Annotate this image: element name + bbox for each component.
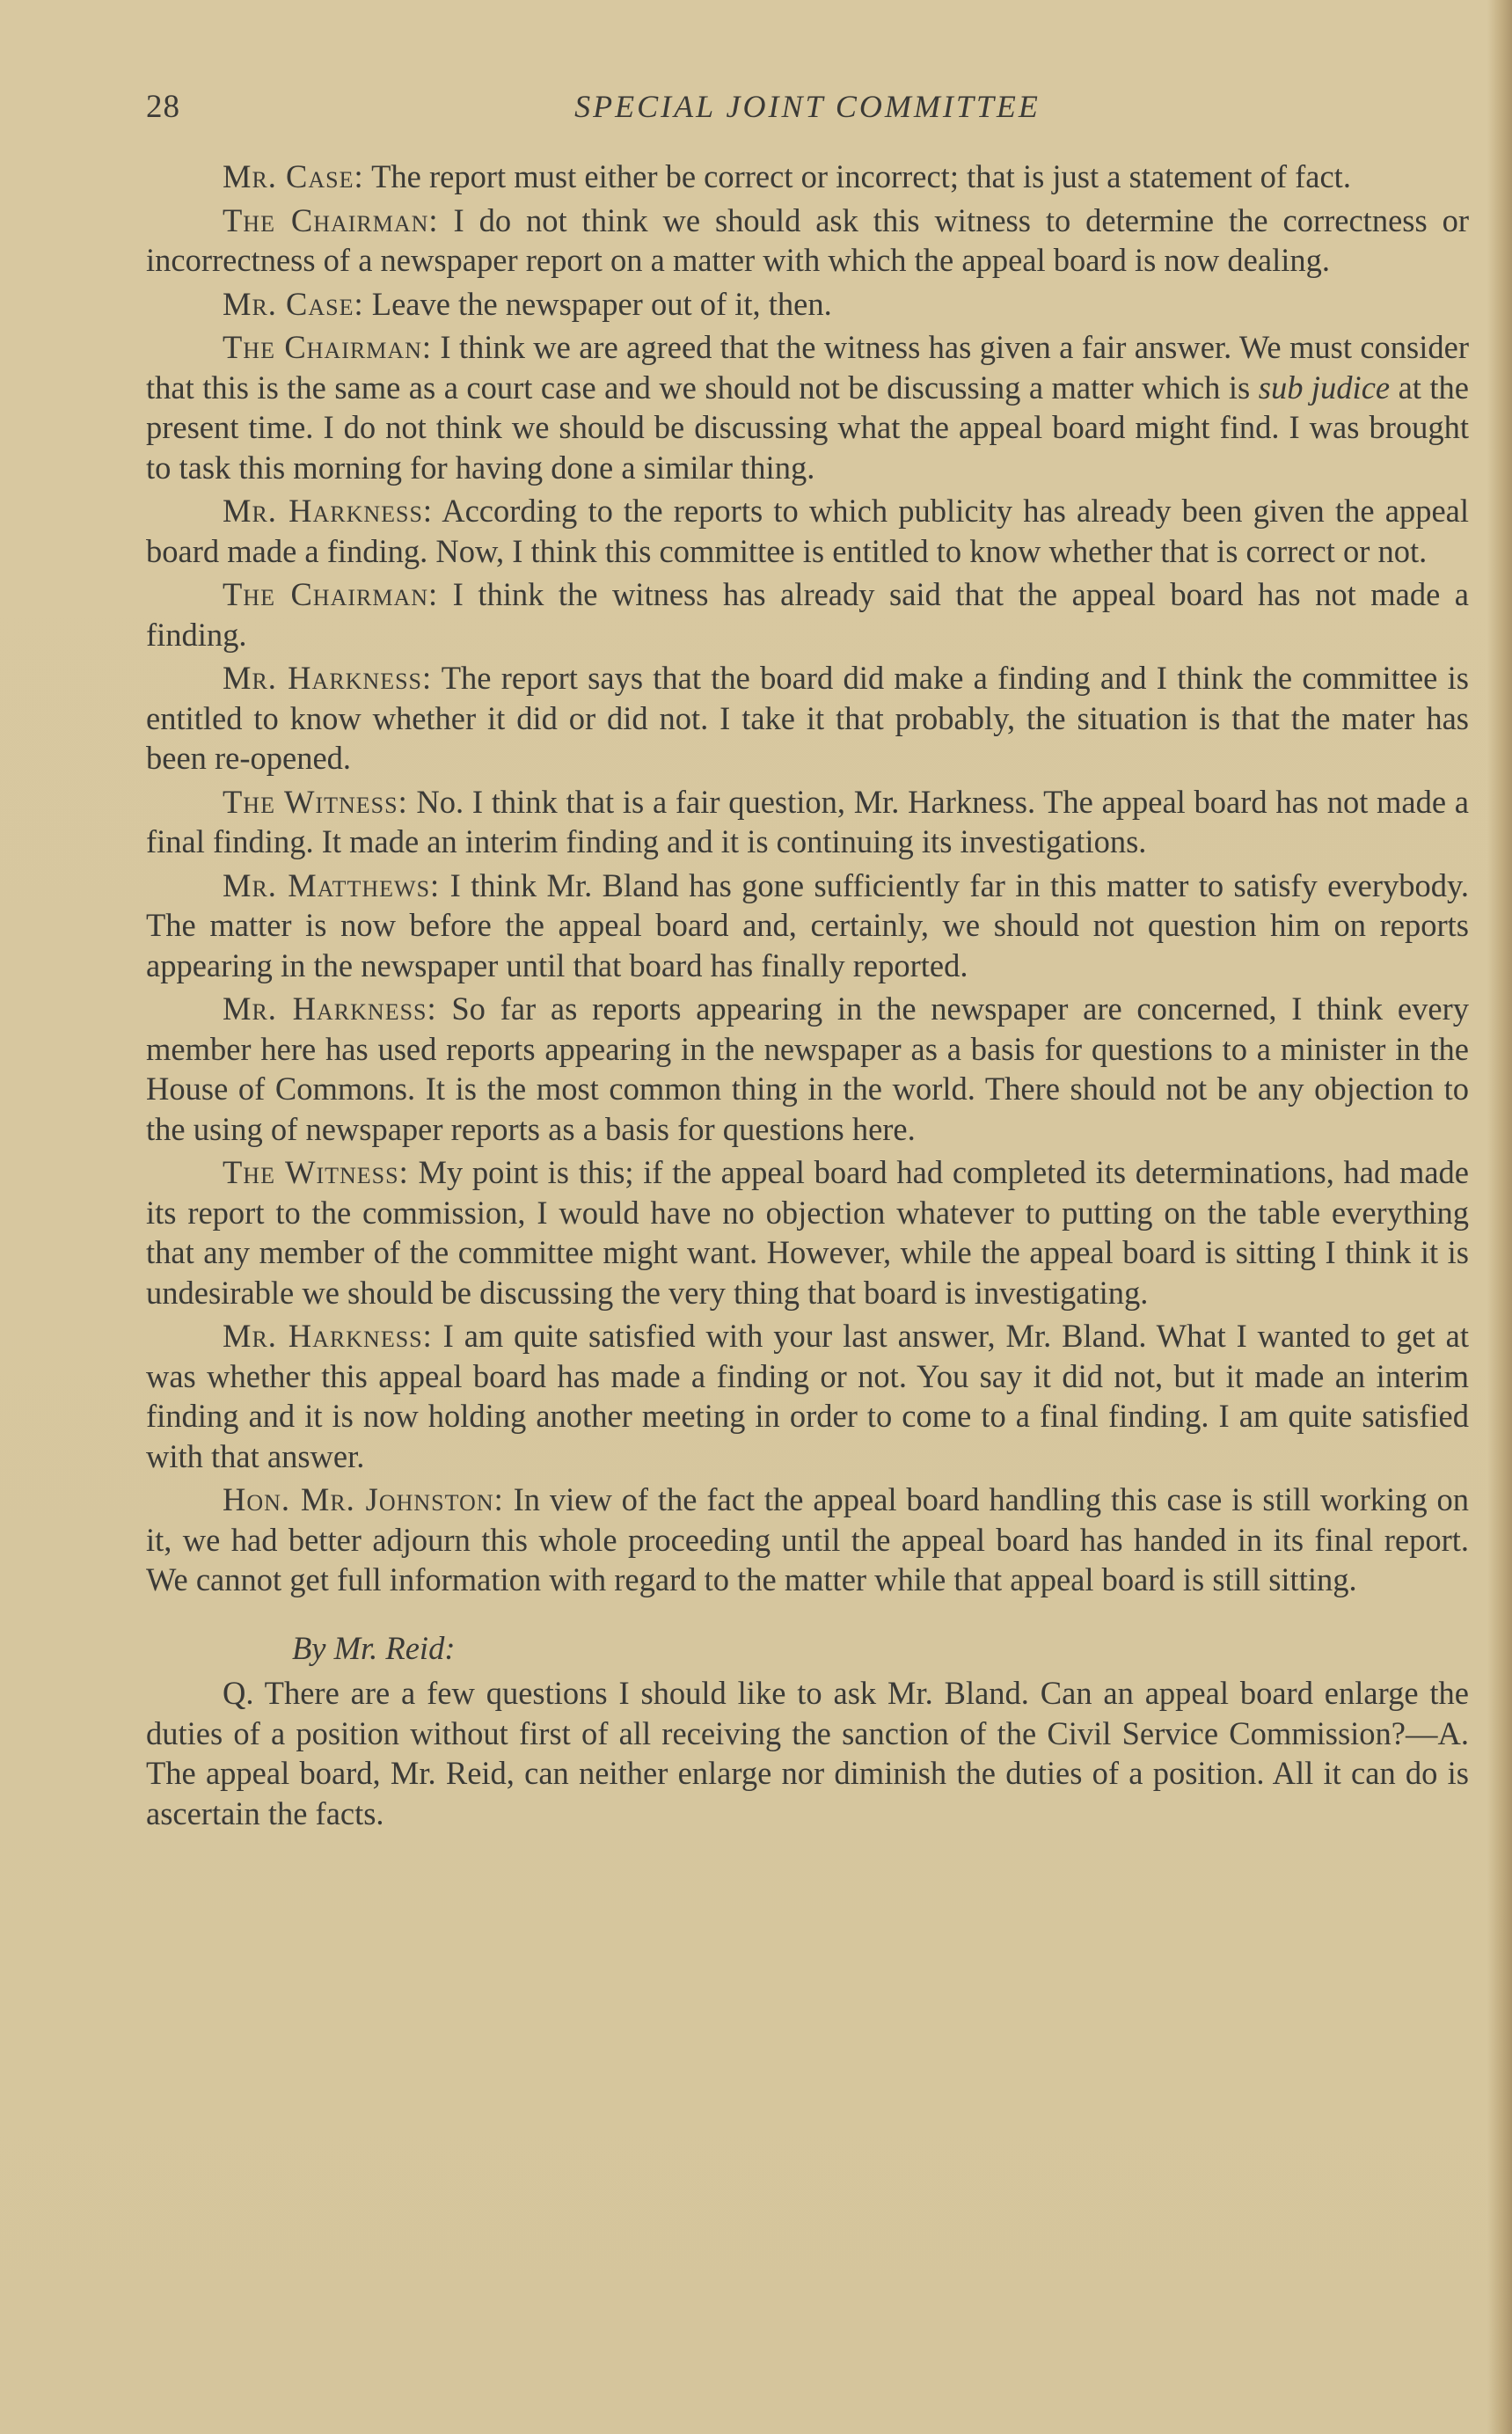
- page-header: [146, 88, 1469, 132]
- page-number: 28: [146, 89, 180, 125]
- speaker-name: Mr. Matthews:: [223, 866, 441, 903]
- paragraph-text-continued: at the present time. I do not think we should be discussing what the appeal board might find. I was brought to task this morning for having done a similar thing.: [146, 369, 1470, 486]
- paragraph: [146, 491, 1469, 571]
- paragraph: [146, 989, 1469, 1149]
- page-edge-shadow: [1487, 0, 1512, 2434]
- paragraph: [146, 1480, 1469, 1600]
- speaker-name: The Chairman:: [223, 329, 433, 365]
- paragraph-text: According to the reports to which publicity has already been given the appeal board made a finding. Now, I think this committee is entitled to know whether that is correct or not.: [146, 493, 1469, 569]
- speaker-name: Mr. Harkness:: [223, 660, 433, 696]
- speaker-name: Mr. Case:: [223, 158, 364, 194]
- paragraph-text: The report says that the board did make a finding and I think the committee is entitled to know whether it did or did not. I take it that probably, the situation is that the mater has been re-opened.: [146, 660, 1469, 776]
- paragraph: [146, 327, 1469, 487]
- speaker-name: The Witness:: [223, 783, 408, 820]
- paragraph-text: In view of the fact the appeal board handling this case is still working on it, we had better adjourn this whole proceeding until the appeal board has handed in its final report. We cannot get full information with regard to the matter while that appeal board is still sitting.: [146, 1481, 1470, 1597]
- paragraph: [146, 284, 1469, 325]
- speaker-name: The Chairman:: [223, 576, 439, 612]
- transcript-body: [146, 157, 1469, 1837]
- paragraph-text: I do not think we should ask this witness to determine the correctness or incorrectness of a newspaper report on a matter with which the appeal board is now dealing.: [146, 201, 1469, 278]
- paragraph-text: My point is this; if the appeal board had completed its determinations, had made its report to the commission, I would have no objection whatever to putting on the table everything that any member of the committee might want. However, while the appeal board is sitting I think it is undesirable we should be discussing the very thing that board is investigating.: [146, 1154, 1469, 1311]
- paragraph: [146, 1316, 1469, 1476]
- examination-heading: By Mr. Reid:: [292, 1629, 456, 1666]
- paragraph-text: No. I think that is a fair question, Mr. Harkness. The appeal board has not made a final finding. It made an interim finding and it is continuing its investigations.: [146, 783, 1469, 859]
- paragraph: [146, 1152, 1469, 1312]
- paragraph: [146, 201, 1469, 281]
- paragraph-text: I think Mr. Bland has gone sufficiently far in this matter to satisfy everybody. The matter is now before the appeal board and, certainly, we should not question him on reports appearing in the newspaper until that board has finally reported.: [146, 866, 1469, 983]
- paragraph-text: So far as reports appearing in the newspaper are concerned, I think every member here has used reports appearing in the newspaper as a basis for questions to a minister in the House of Commons. It is the most common thing in the world. There should not be any objection to the using of newspaper reports as a basis for questions here.: [146, 990, 1469, 1147]
- paragraph-text: I am quite satisfied with your last answer, Mr. Bland. What I wanted to get at was whether this appeal board has made a finding or not. You say it did not, but it made an interim finding and it is now holding another meeting in order to come to a final finding. I am quite satisfied with that answer.: [146, 1318, 1469, 1474]
- running-title: SPECIAL JOINT COMMITTEE: [574, 89, 1041, 124]
- paragraph: [146, 157, 1469, 197]
- speaker-name: Mr. Harkness:: [223, 990, 437, 1027]
- speaker-name: Mr. Case:: [223, 285, 364, 322]
- speaker-name: The Chairman:: [223, 201, 439, 238]
- paragraph-text: The report must either be correct or incorrect; that is just a statement of fact.: [363, 158, 1351, 194]
- paragraph-text: I think the witness has already said that the appeal board has not made a finding.: [146, 576, 1469, 653]
- paragraph-text: I think we are agreed that the witness has given a fair answer. We must consider that this is the same as a court case and we should not be discussing a matter which is: [146, 329, 1469, 406]
- speaker-name: The Witness:: [223, 1154, 409, 1190]
- question-answer: Q. There are a few questions I should like to ask Mr. Bland. Can an appeal board enlarge the duties of a position without first of all receiving the sanction of the Civil Service Commission?—A. The appeal board, Mr. Reid, can neither enlarge nor diminish the duties of a position. All it can do is ascertain the facts.: [146, 1675, 1469, 1831]
- paragraph: [146, 574, 1469, 654]
- paragraph-text: Leave the newspaper out of it, then.: [363, 285, 832, 322]
- paragraph: [146, 782, 1469, 862]
- latin-phrase: sub judice: [1258, 369, 1391, 406]
- paragraph: [146, 866, 1469, 986]
- speaker-name: Mr. Harkness:: [223, 493, 434, 529]
- speaker-name: Mr. Harkness:: [223, 1318, 433, 1354]
- paragraph: [146, 658, 1469, 778]
- speaker-name: Hon. Mr. Johnston:: [223, 1481, 504, 1517]
